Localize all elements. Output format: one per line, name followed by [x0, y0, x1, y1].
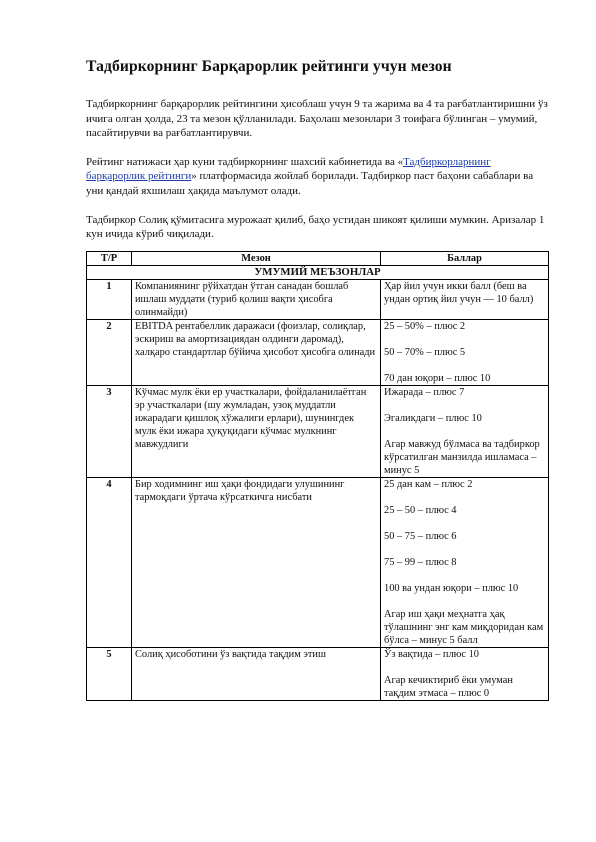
points-item: 25 – 50 – плюс 4	[384, 504, 457, 516]
row-criterion: Бир ходимнинг иш ҳақи фондидаги улушининг тармоқдаги ўртача кўрсаткичга нисбати	[132, 477, 381, 647]
intro-paragraph: Тадбиркорнинг барқарорлик рейтингини ҳисоблаш учун 9 та жарима ва 4 та рағбатлантиришни ўз ичига олган ҳолда, 23 та мезон қўлланилади. Баҳолаш мезонлари 3 тоифага бўлинган – умумий, пасайтирувчи ва рағбатлантирувчи.	[86, 98, 548, 140]
header-number: Т/Р	[87, 251, 132, 265]
points-item: 75 – 99 – плюс 8	[384, 556, 457, 568]
row-points	[381, 319, 549, 385]
table-row	[87, 477, 549, 647]
row-criterion: Солиқ ҳисоботини ўз вақтида тақдим этиш	[132, 647, 381, 700]
row-number: 2	[87, 319, 132, 385]
row-points	[381, 279, 549, 319]
row-number: 5	[87, 647, 132, 700]
points-item: 25 дан кам – плюс 2	[384, 478, 473, 490]
row-points	[381, 385, 549, 477]
rating-paragraph-before: Рейтинг натижаси ҳар куни тадбиркорнинг шахсий кабинетида ва «	[86, 155, 404, 168]
table-row	[87, 385, 549, 477]
rating-paragraph	[86, 155, 550, 199]
rating-paragraph-after: » платформасида жойлаб борилади. Тадбиркор паст баҳони сабаблари ва уни қандай яхшилаш ҳақида маълумот олади.	[86, 170, 534, 197]
points-item: 100 ва ундан юқори – плюс 10	[384, 582, 519, 594]
points-item: 25 – 50% – плюс 2	[384, 320, 466, 332]
points-item: Ўз вақтида – плюс 10	[384, 648, 479, 660]
points-item: Агар мавжуд бўлмаса ва тадбиркор кўрсатилган манзилда ишламаса – минус 5	[384, 438, 540, 476]
row-criterion: Компаниянинг рўйхатдан ўтган санадан бошлаб ишлаш муддати (туриб қолиш вақти ҳисобга олинмайди)	[132, 279, 381, 319]
points-item: Агар кечиктириб ёки умуман тақдим этмаса – плюс 0	[384, 674, 513, 699]
points-item: Ҳар йил учун икки балл (беш ва ундан ортиқ йил учун — 10 балл)	[384, 280, 534, 305]
row-criterion: EBITDA рентабеллик даражаси (фоизлар, солиқлар, эскириш ва амортизациядан олдинги даромад), халқаро стандартлар бўйича ҳисобот ҳисобга олинади	[132, 319, 381, 385]
document-title: Тадбиркорнинг Барқарорлик рейтинги учун мезон	[86, 58, 452, 75]
row-number: 4	[87, 477, 132, 647]
section-row	[87, 265, 549, 279]
table-row	[87, 319, 549, 385]
points-item: Ижарада – плюс 7	[384, 386, 465, 398]
points-item: 50 – 70% – плюс 5	[384, 346, 466, 358]
appeal-paragraph: Тадбиркор Солиқ қўмитасига мурожаат қилиб, баҳо устидан шикоят қилиши мумкин. Аризалар 1 кун ичида кўриб чиқилади.	[86, 213, 545, 241]
row-criterion: Кўчмас мулк ёки ер участкалари, фойдаланилаётган эр участкалари (шу жумладан, узоқ муддатли ижарадаги қишлоқ хўжалиги ерлари), шунингдек мулк ёки ижара ҳуқуқидаги кўчмас мулкнинг мавжудлиги	[132, 385, 381, 477]
criteria-table	[86, 251, 549, 701]
row-points	[381, 477, 549, 647]
section-title: УМУМИЙ МЕЪЗОНЛАР	[87, 265, 549, 279]
points-item: 70 дан юқори – плюс 10	[384, 372, 491, 384]
points-item: 50 – 75 – плюс 6	[384, 530, 457, 542]
table-row	[87, 647, 549, 700]
rating-platform-link[interactable]: Тадбиркорларнинг барқарорлик рейтинги	[86, 155, 491, 183]
table-row	[87, 279, 549, 319]
row-number: 3	[87, 385, 132, 477]
points-item: Эгаликдаги – плюс 10	[384, 412, 482, 424]
table-header-row	[87, 251, 549, 265]
points-item: Агар иш ҳақи меҳнатга ҳақ тўлашнинг энг кам миқдоридан кам бўлса – минус 5 балл	[384, 608, 544, 646]
row-points	[381, 647, 549, 700]
header-criterion: Мезон	[132, 251, 381, 265]
header-points: Баллар	[381, 251, 549, 265]
row-number: 1	[87, 279, 132, 319]
